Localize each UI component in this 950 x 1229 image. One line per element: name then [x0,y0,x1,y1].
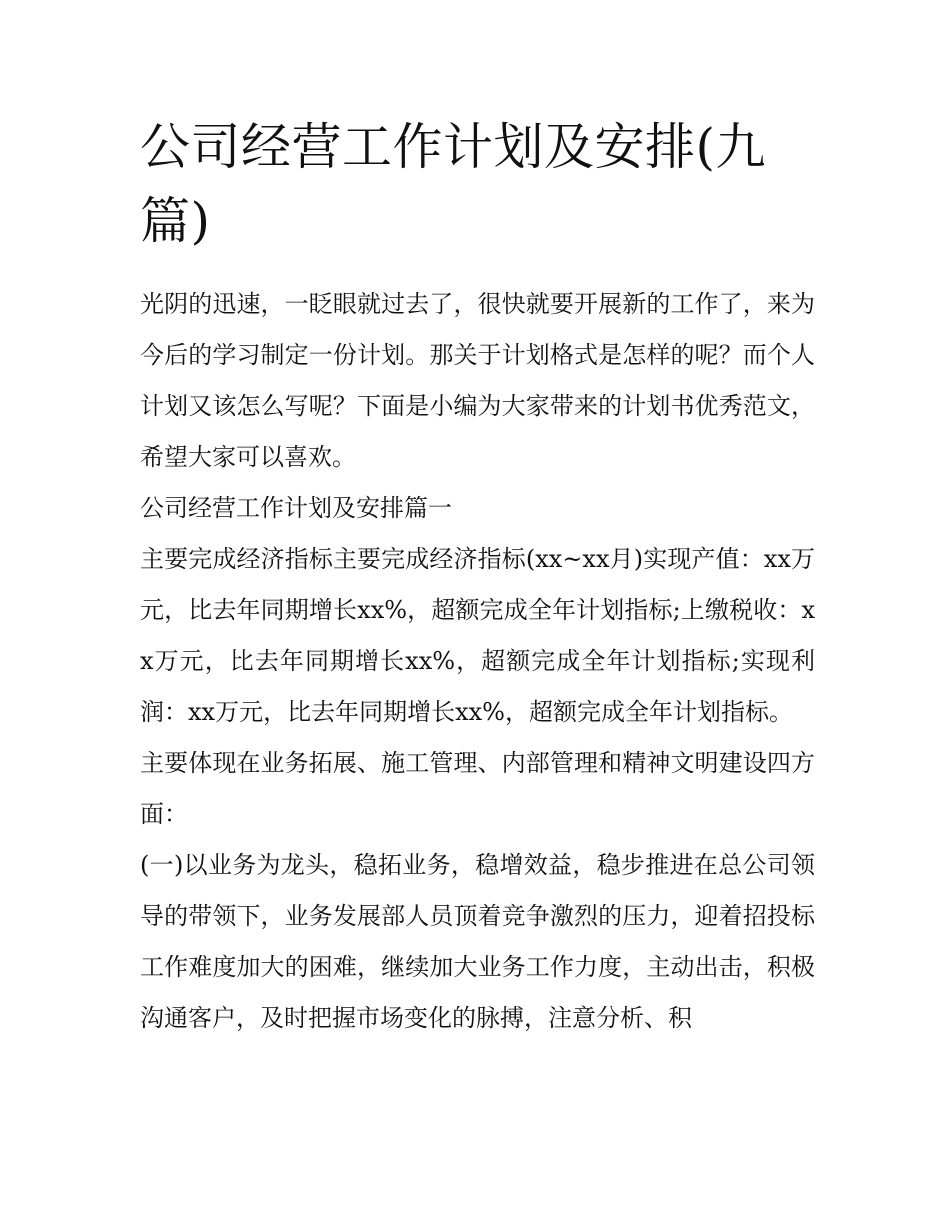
economic-indicators-paragraph: 主要完成经济指标主要完成经济指标(xx~xx月)实现产值：xx万元，比去年同期增长xx%，超额完成全年计划指标;上缴税收：xx万元，比去年同期增长xx%，超额完成全年计划指标;实现利润：xx万元，比去年同期增长xx%，超额完成全年计划指标。 [140,545,815,726]
four-aspects-paragraph: 主要体现在业务拓展、施工管理、内部管理和精神文明建设四方面： [140,749,815,828]
document-title: 公司经营工作计划及安排(九篇) [140,118,767,250]
business-expansion-paragraph: (一)以业务为龙头，稳拓业务，稳增效益，稳步推进在总公司领导的带领下，业务发展部人员顶着竞争激烈的压力，迎着招投标工作难度加大的困难，继续加大业务工作力度，主动出击，积极沟通客户，及时把握市场变化的脉搏，注意分析、积 [140,851,815,1032]
document-body [140,279,815,1044]
intro-paragraph: 光阴的迅速，一眨眼就过去了，很快就要开展新的工作了，来为今后的学习制定一份计划。那关于计划格式是怎样的呢？而个人计划又该怎么写呢？下面是小编为大家带来的计划书优秀范文，希望大家可以喜欢。 [140,290,815,471]
section-heading: 公司经营工作计划及安排篇一 [140,494,452,522]
